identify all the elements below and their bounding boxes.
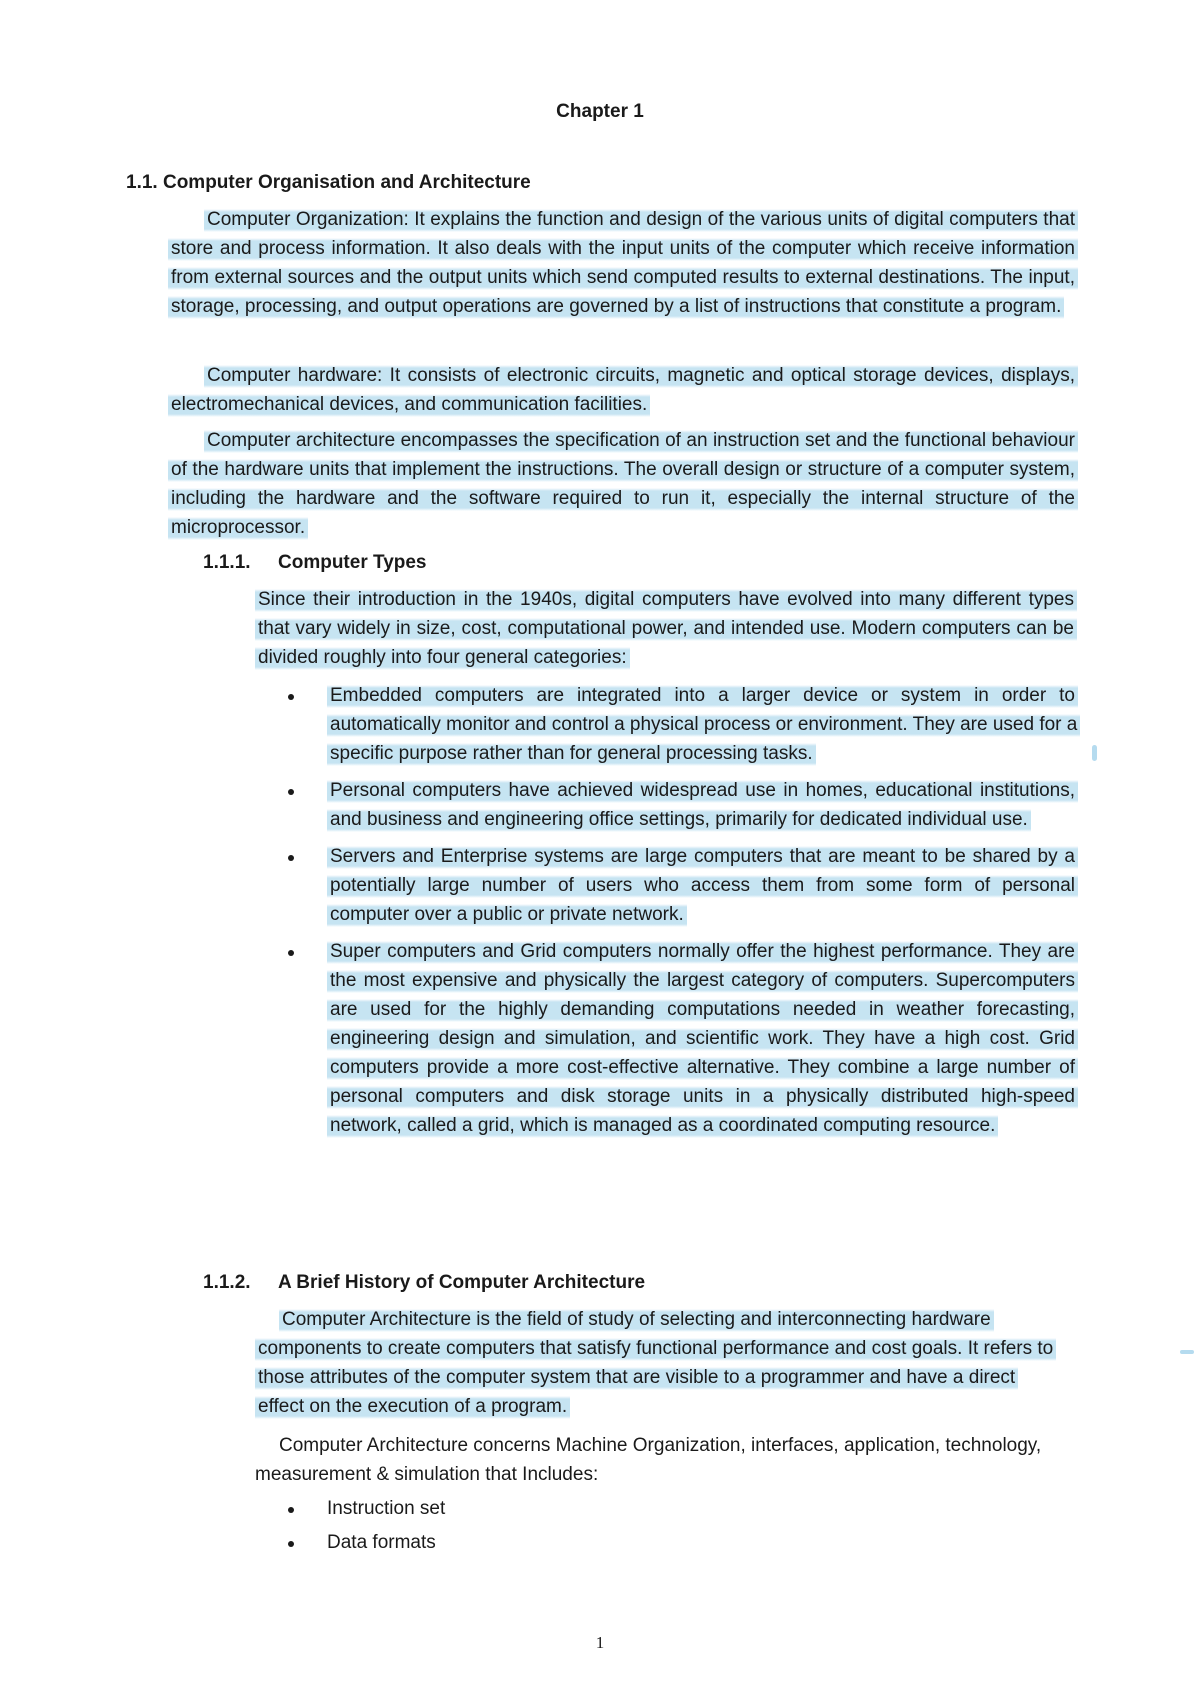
list-item: [286, 1494, 1078, 1523]
bullet-icon: [288, 789, 294, 795]
paragraph-text: Computer Architecture is the field of study of selecting and interconnecting hardware components to create computers that satisfy functional performance and cost goals. It refers to those attributes of the computer system that are visible to a programmer and have a direct effect on the execution of a program.: [255, 1307, 1056, 1419]
paragraph-text: Computer Architecture concerns Machine Organization, interfaces, application, technology, measurement & simulation that Includes:: [255, 1435, 1042, 1485]
paragraph-text: Computer hardware: It consists of electronic circuits, magnetic and optical storage devices, displays, electromechanical devices, and communication facilities.: [168, 363, 1078, 417]
highlighter-mark: [1092, 745, 1097, 761]
list-item: [286, 842, 1078, 929]
bullet-icon: [288, 950, 294, 956]
subsection-heading-computer-types: [203, 552, 427, 574]
paragraph-text: Computer architecture encompasses the specification of an instruction set and the functional behaviour of the hardware units that implement the instructions. The overall design or structure of a computer system, including the hardware and the software required to run it, especially the internal structure of the microprocessor.: [168, 428, 1078, 540]
section-number: 1.1.: [126, 172, 158, 193]
bullet-icon: [288, 855, 294, 861]
list-item-text: Data formats: [327, 1532, 436, 1553]
list-item: [286, 1528, 1078, 1557]
paragraph-history-1: [255, 1305, 1065, 1421]
computer-types-list: [286, 681, 1078, 1148]
list-item-text: Super computers and Grid computers normally offer the highest performance. They are the most expensive and physically the largest category of computers. Supercomputers are used for the highly demanding computations needed in weather forecasting, engineering design and simulation, and scientific work. They have a high cost. Grid computers provide a more cost-effective alternative. They combine a large number of personal computers and disk storage units in a physically distributed high-speed network, called a grid, which is managed as a coordinated computing resource.: [327, 939, 1078, 1138]
list-item: [286, 681, 1078, 768]
list-item-text: Embedded computers are integrated into a larger device or system in order to automatically monitor and control a physical process or environment. They are used for a specific purpose rather than for general processing tasks.: [327, 683, 1080, 766]
bullet-icon: [288, 1507, 294, 1513]
chapter-title: Chapter 1: [556, 101, 644, 122]
paragraph-computer-hardware: [168, 361, 1078, 419]
paragraph-history-2: [255, 1431, 1065, 1489]
subsection-number: 1.1.2.: [203, 1272, 251, 1293]
subsection-title: Computer Types: [278, 552, 427, 573]
paragraph-text: Computer Organization: It explains the function and design of the various units of digital computers that store and process information. It also deals with the input units of the computer which receive information from external sources and the output units which send computed results to external destinations. The input, storage, processing, and output operations are governed by a list of instructions that constitute a program.: [168, 207, 1078, 319]
subsection-heading-history: [203, 1272, 645, 1294]
section-title: Computer Organisation and Architecture: [162, 172, 531, 193]
list-item-text: Personal computers have achieved widespread use in homes, educational institutions, and business and engineering office settings, primarily for dedicated individual use.: [327, 778, 1078, 832]
bullet-icon: [288, 694, 294, 700]
architecture-includes-list: [286, 1494, 1078, 1562]
bullet-icon: [288, 1541, 294, 1547]
list-item: [286, 776, 1078, 834]
page-number: 1: [595, 1633, 605, 1652]
list-item-text: Servers and Enterprise systems are large computers that are meant to be shared by a potentially large number of users who access them from some form of personal computer over a public or private network.: [327, 844, 1078, 927]
paragraph-computer-architecture: [168, 426, 1078, 542]
paragraph-computer-organization: [168, 205, 1078, 321]
paragraph-computer-types-intro: [255, 585, 1077, 672]
highlighter-mark: [1180, 1350, 1194, 1354]
subsection-title: A Brief History of Computer Architecture: [278, 1272, 646, 1293]
list-item-text: Instruction set: [327, 1498, 446, 1519]
paragraph-text: Since their introduction in the 1940s, digital computers have evolved into many different types that vary widely in size, cost, computational power, and intended use. Modern computers can be divided roughly into four general categories:: [255, 587, 1077, 670]
section-heading: [126, 172, 531, 194]
list-item: [286, 937, 1078, 1140]
subsection-number: 1.1.1.: [203, 552, 251, 573]
